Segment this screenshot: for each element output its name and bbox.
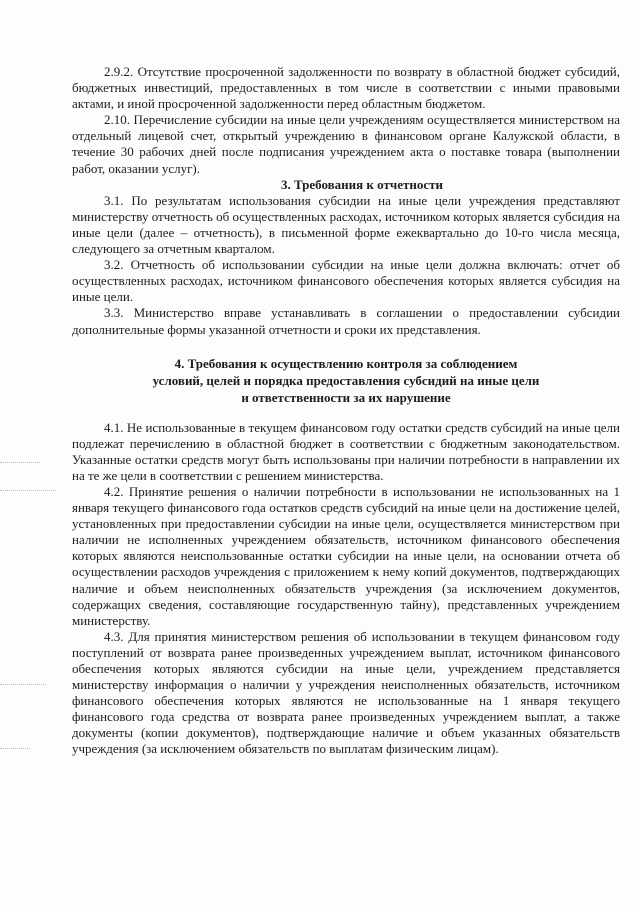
paragraph-2-9-2: 2.9.2. Отсутствие просроченной задолженности по возврату в областной бюджет субсидий, бюджетных инвестиций, предоставленных в том числе в соответствии с иными правовыми актами, и иной просроченной задолженности перед областным бюджетом. xyxy=(72,64,620,112)
section-3-heading: 3. Требования к отчетности xyxy=(280,176,444,192)
paragraph-3-3: 3.3. Министерство вправе устанавливать в соглашении о предоставлении субсидии дополнительные формы указанной отчетности и сроки их представления. xyxy=(72,305,620,337)
paragraph-4-1: 4.1. Не использованные в текущем финансовом году остатки средств субсидий на иные цели подлежат перечислению в областной бюджет в соответствии с бюджетным законодательством. Указанные остатки средств могут быть использованы при наличии потребности в направлении их на те же цели в соответствии с решением министерства. xyxy=(72,419,620,483)
scan-artifact xyxy=(0,748,30,750)
paragraph-4-2: 4.2. Принятие решения о наличии потребности в использовании не использованных на 1 января текущего финансового года остатков средств субсидий на иные цели на достижение целей, установленных при предоставлении субсидии на иные цели, осуществляется министерством при наличии не исполненных учреждением обязательств, источником финансового обеспечения которых являются неиспользованные остатки субсидии на иные цели, на основании отчета об осуществлении расходов учреждения с приложением к нему копий документов, подтверждающих наличие и объем неисполненных обязательств учреждения (за исключением документов, содержащих сведения, составляющие государственную тайну), представленных учреждением министерству. xyxy=(72,483,620,628)
document-body xyxy=(72,64,620,758)
scan-artifact xyxy=(0,490,56,492)
paragraph-3-2: 3.2. Отчетность об использовании субсидии на иные цели должна включать: отчет об осуществленных расходах, источником финансового обеспечения которых является субсидия на иные цели. xyxy=(72,257,620,305)
section-4-heading xyxy=(72,355,620,406)
paragraph-2-10: 2.10. Перечисление субсидии на иные цели учреждениям осуществляется министерством на отдельный лицевой счет, открытый учреждению в финансовом органе Калужской области, в течение 30 рабочих дней после подписания учреждением акта о поставке товара (выполнении работ, оказании услуг). xyxy=(72,112,620,176)
scan-artifact xyxy=(0,684,46,686)
paragraph-3-1: 3.1. По результатам использования субсидии на иные цели учреждения представляют министерству отчетность об осуществленных расходах, источником которых является субсидия на иные цели (далее – отчетность), в письменной форме ежеквартально до 10-го числа месяца, следующего за отчетным кварталом. xyxy=(72,192,621,257)
paragraph-4-3: 4.3. Для принятия министерством решения об использовании в текущем финансовом году поступлений от возврата ранее произведенных учреждением выплат, источником финансового обеспечения которых являются субсидии на иные цели, учреждением представляется министерству информация о наличии у учреждения неисполненных обязательств, источником финансового обеспечения которых являются не использованные на 1 января текущего финансового года средства от возврата ранее произведенных учреждением выплат, а также документы (копии документов), подтверждающие наличие и объем указанных обязательств учреждения (за исключением обязательств по выплатам физическим лицам). xyxy=(72,628,620,757)
scan-artifact xyxy=(0,462,40,464)
section-4-heading-line: 4. Требования к осуществлению контроля за соблюдением xyxy=(174,355,518,371)
section-4-heading-line: условий, целей и порядка предоставления субсидий на иные цели xyxy=(152,372,540,388)
section-4-heading-line: и ответственности за их нарушение xyxy=(241,389,451,405)
